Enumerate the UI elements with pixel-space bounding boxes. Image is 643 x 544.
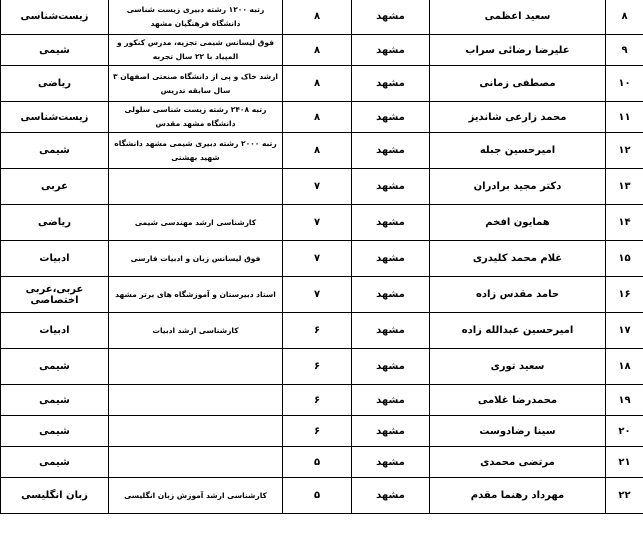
subject-cell: عربی	[1, 169, 109, 205]
description-cell: استاد دبیرستان و آموزشگاه های برتر مشهد	[109, 277, 283, 313]
description-cell: فوق لیسانس شیمی تجزیه، مدرس کنکور و المپیاد با ۲۲ سال تجربه	[109, 35, 283, 66]
table-row	[1, 66, 643, 102]
table-row	[1, 349, 643, 385]
row-number-cell: ۲۱	[606, 447, 643, 478]
city-cell: مشهد	[352, 35, 430, 66]
description-cell: کارشناسی ارشد مهندسی شیمی	[109, 205, 283, 241]
table-row	[1, 447, 643, 478]
table-row	[1, 102, 643, 133]
rank-cell: ۶	[283, 385, 352, 416]
row-number-cell: ۱۶	[606, 277, 643, 313]
subject-cell: شیمی	[1, 447, 109, 478]
row-number-cell: ۹	[606, 35, 643, 66]
table-row	[1, 169, 643, 205]
teacher-name-cell: مصطفی زمانی	[430, 66, 606, 102]
teacher-name-cell: مهرداد رهنما مقدم	[430, 478, 606, 514]
row-number-cell: ۲۲	[606, 478, 643, 514]
city-cell: مشهد	[352, 277, 430, 313]
subject-cell: ریاضی	[1, 66, 109, 102]
teacher-name-cell: دکتر مجید برادران	[430, 169, 606, 205]
table-row	[1, 205, 643, 241]
rank-cell: ۸	[283, 66, 352, 102]
table-row	[1, 241, 643, 277]
teacher-name-cell: غلام محمد کلیدری	[430, 241, 606, 277]
subject-cell: شیمی	[1, 349, 109, 385]
rank-cell: ۵	[283, 447, 352, 478]
city-cell: مشهد	[352, 66, 430, 102]
description-cell: ارشد خاک و پی از دانشگاه صنعتی اصفهان ۳ سال سابقه تدریس	[109, 66, 283, 102]
subject-cell: ادبیات	[1, 313, 109, 349]
city-cell: مشهد	[352, 133, 430, 169]
row-number-cell: ۱۸	[606, 349, 643, 385]
subject-cell: زیست‌شناسی	[1, 0, 109, 35]
subject-cell: عربی،عربی اختصاصی	[1, 277, 109, 313]
subject-cell: شیمی	[1, 416, 109, 447]
subject-cell: شیمی	[1, 35, 109, 66]
table-row	[1, 416, 643, 447]
table-row	[1, 277, 643, 313]
teacher-name-cell: سعید توری	[430, 349, 606, 385]
rank-cell: ۸	[283, 102, 352, 133]
rank-cell: ۸	[283, 0, 352, 35]
row-number-cell: ۱۱	[606, 102, 643, 133]
city-cell: مشهد	[352, 102, 430, 133]
table-row	[1, 478, 643, 514]
teacher-name-cell: همایون افخم	[430, 205, 606, 241]
city-cell: مشهد	[352, 313, 430, 349]
city-cell: مشهد	[352, 169, 430, 205]
teacher-name-cell: امیرحسین عبدالله زاده	[430, 313, 606, 349]
table-row	[1, 133, 643, 169]
teacher-name-cell: امیرحسین جبله	[430, 133, 606, 169]
rank-cell: ۵	[283, 478, 352, 514]
city-cell: مشهد	[352, 241, 430, 277]
teacher-name-cell: علیرضا رضائی سراب	[430, 35, 606, 66]
row-number-cell: ۸	[606, 0, 643, 35]
table-row	[1, 385, 643, 416]
table-row	[1, 0, 643, 35]
row-number-cell: ۱۴	[606, 205, 643, 241]
rank-cell: ۶	[283, 313, 352, 349]
city-cell: مشهد	[352, 349, 430, 385]
subject-cell: شیمی	[1, 385, 109, 416]
description-cell	[109, 416, 283, 447]
city-cell: مشهد	[352, 0, 430, 35]
city-cell: مشهد	[352, 205, 430, 241]
teacher-name-cell: مرتضی محمدی	[430, 447, 606, 478]
city-cell: مشهد	[352, 478, 430, 514]
rank-cell: ۸	[283, 133, 352, 169]
rank-cell: ۶	[283, 416, 352, 447]
city-cell: مشهد	[352, 385, 430, 416]
description-cell	[109, 385, 283, 416]
row-number-cell: ۱۳	[606, 169, 643, 205]
rank-cell: ۶	[283, 349, 352, 385]
table-row	[1, 313, 643, 349]
teacher-name-cell: محمدرضا غلامی	[430, 385, 606, 416]
subject-cell: زبان انگلیسی	[1, 478, 109, 514]
row-number-cell: ۱۹	[606, 385, 643, 416]
description-cell	[109, 349, 283, 385]
rank-cell: ۷	[283, 241, 352, 277]
description-cell: کارشناسی ارشد ادبیات	[109, 313, 283, 349]
subject-cell: زیست‌شناسی	[1, 102, 109, 133]
row-number-cell: ۱۷	[606, 313, 643, 349]
teacher-name-cell: حامد مقدس زاده	[430, 277, 606, 313]
description-cell: کارشناسی ارشد آموزش زبان انگلیسی	[109, 478, 283, 514]
description-cell: فوق لیسانس زبان و ادبیات فارسی	[109, 241, 283, 277]
city-cell: مشهد	[352, 447, 430, 478]
description-cell	[109, 447, 283, 478]
description-cell: رتبه ۲۰۰۰ رشته دبیری شیمی مشهد دانشگاه شهید بهشتی	[109, 133, 283, 169]
row-number-cell: ۱۰	[606, 66, 643, 102]
teacher-name-cell: سعید اعظمی	[430, 0, 606, 35]
row-number-cell: ۲۰	[606, 416, 643, 447]
table-body	[1, 0, 643, 514]
subject-cell: ادبیات	[1, 241, 109, 277]
teacher-name-cell: محمد زارعی شاندیز	[430, 102, 606, 133]
subject-cell: ریاضی	[1, 205, 109, 241]
teacher-name-cell: سینا رضادوست	[430, 416, 606, 447]
rank-cell: ۷	[283, 277, 352, 313]
city-cell: مشهد	[352, 416, 430, 447]
table-row	[1, 35, 643, 66]
description-cell	[109, 169, 283, 205]
description-cell: رتبه ۱۲۰۰ رشته دبیری زیست شناسی دانشگاه فرهنگیان مشهد	[109, 0, 283, 35]
row-number-cell: ۱۵	[606, 241, 643, 277]
rank-cell: ۸	[283, 35, 352, 66]
subject-cell: شیمی	[1, 133, 109, 169]
description-cell: رتبه ۲۴۰۸ رشته زیست شناسی سلولی دانشگاه مشهد مقدس	[109, 102, 283, 133]
rank-cell: ۷	[283, 205, 352, 241]
rank-cell: ۷	[283, 169, 352, 205]
row-number-cell: ۱۲	[606, 133, 643, 169]
